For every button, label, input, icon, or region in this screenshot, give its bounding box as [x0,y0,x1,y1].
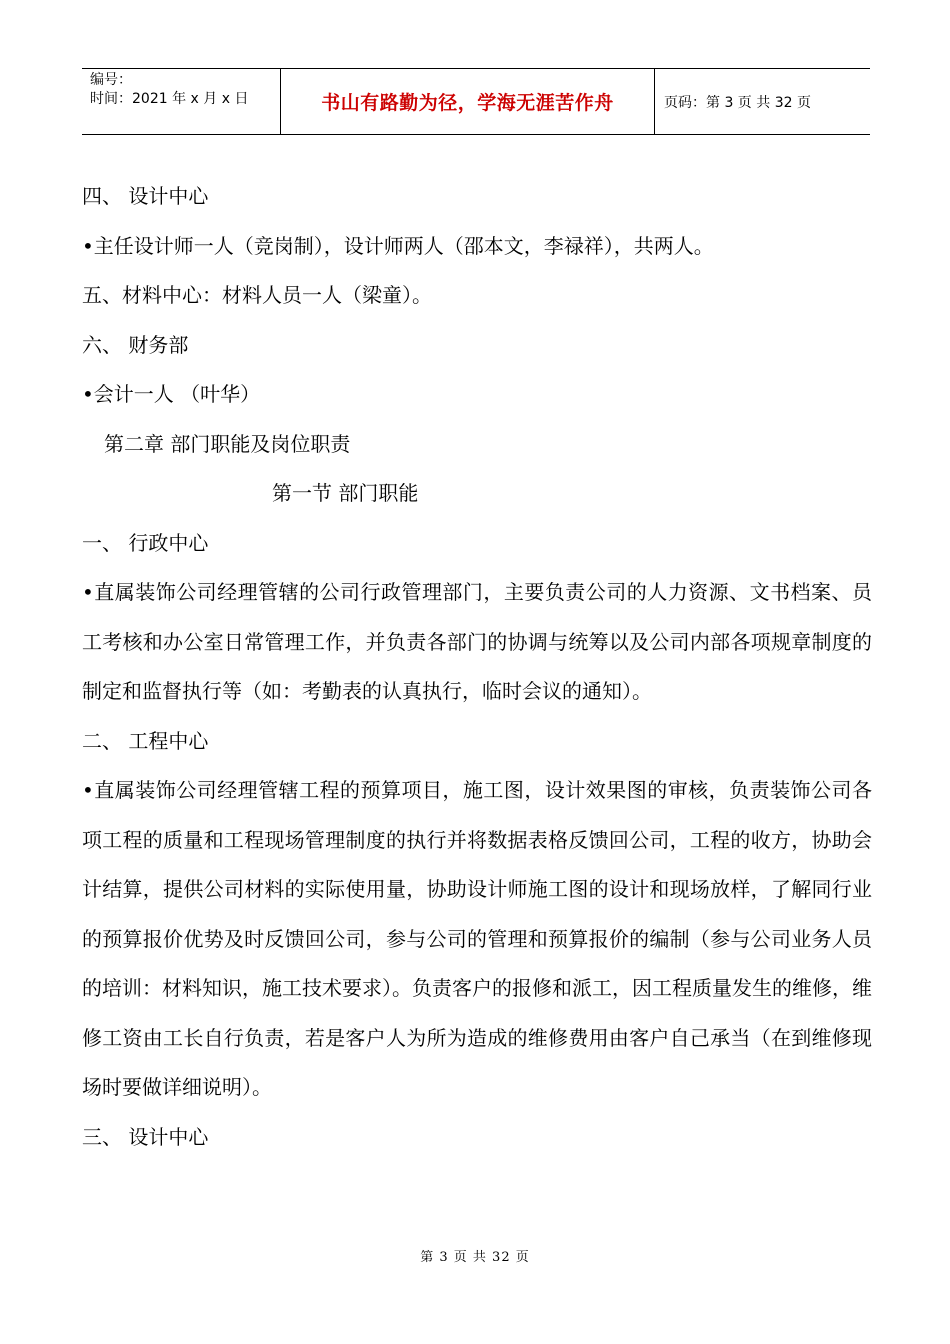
paragraph-engineering-center: •直属装饰公司经理管辖工程的预算项目，施工图，设计效果图的审核，负责装饰公司各项工程的质量和工程现场管理制度的执行并将数据表格反馈回公司，工程的收方，协助会计结算，提供公司材料的实际使用量，协助设计师施工图的设计和现场放样，了解同行业的预算报价优势及时反馈回公司，参与公司的管理和预算报价的编制（参与公司业务人员的培训：材料知识，施工技术要求）。负责客户的报修和派工，因工程质量发生的维修，维修工资由工长自行负责，若是客户人为所为造成的维修费用由客户自己承当（在到维修现场时要做详细说明）。 [82,778,872,1099]
heading-admin-center: 一、 行政中心 [82,530,209,555]
header-motto: 书山有路勤为径，学海无涯苦作舟 [281,69,655,134]
page-header [82,68,870,135]
page-footer: 第 3 页 共 32 页 [420,1250,530,1265]
doc-date: 时间：2021 年 x 月 x 日 [90,91,249,107]
list-item-accountant: •会计一人 （叶华） [82,382,261,406]
heading-material-center: 五、材料中心：材料人员一人（梁童）。 [82,283,432,307]
chapter-title: 第二章 部门职能及岗位职责 [104,431,351,456]
heading-finance: 六、 财务部 [82,332,189,357]
heading-design-center-2: 三、 设计中心 [82,1124,209,1149]
paragraph-admin-center: •直属装饰公司经理管辖的公司行政管理部门，主要负责公司的人力资源、文书档案、员工考核和办公室日常管理工作，并负责各部门的协调与统筹以及公司内部各项规章制度的制定和监督执行等（如：考勤表的认真执行，临时会议的通知）。 [82,580,872,703]
header-page-info: 页码：第 3 页 共 32 页 [664,94,811,111]
heading-design-center: 四、 设计中心 [82,184,209,208]
list-item-design-staff: •主任设计师一人（竞岗制），设计师两人（邵本文，李禄祥），共两人。 [82,233,714,258]
heading-engineering-center: 二、 工程中心 [82,728,209,753]
document-body [82,172,872,1162]
header-meta-cell [82,69,281,134]
section-title: 第一节 部门职能 [272,481,419,505]
doc-number-label: 编号： [90,72,132,88]
